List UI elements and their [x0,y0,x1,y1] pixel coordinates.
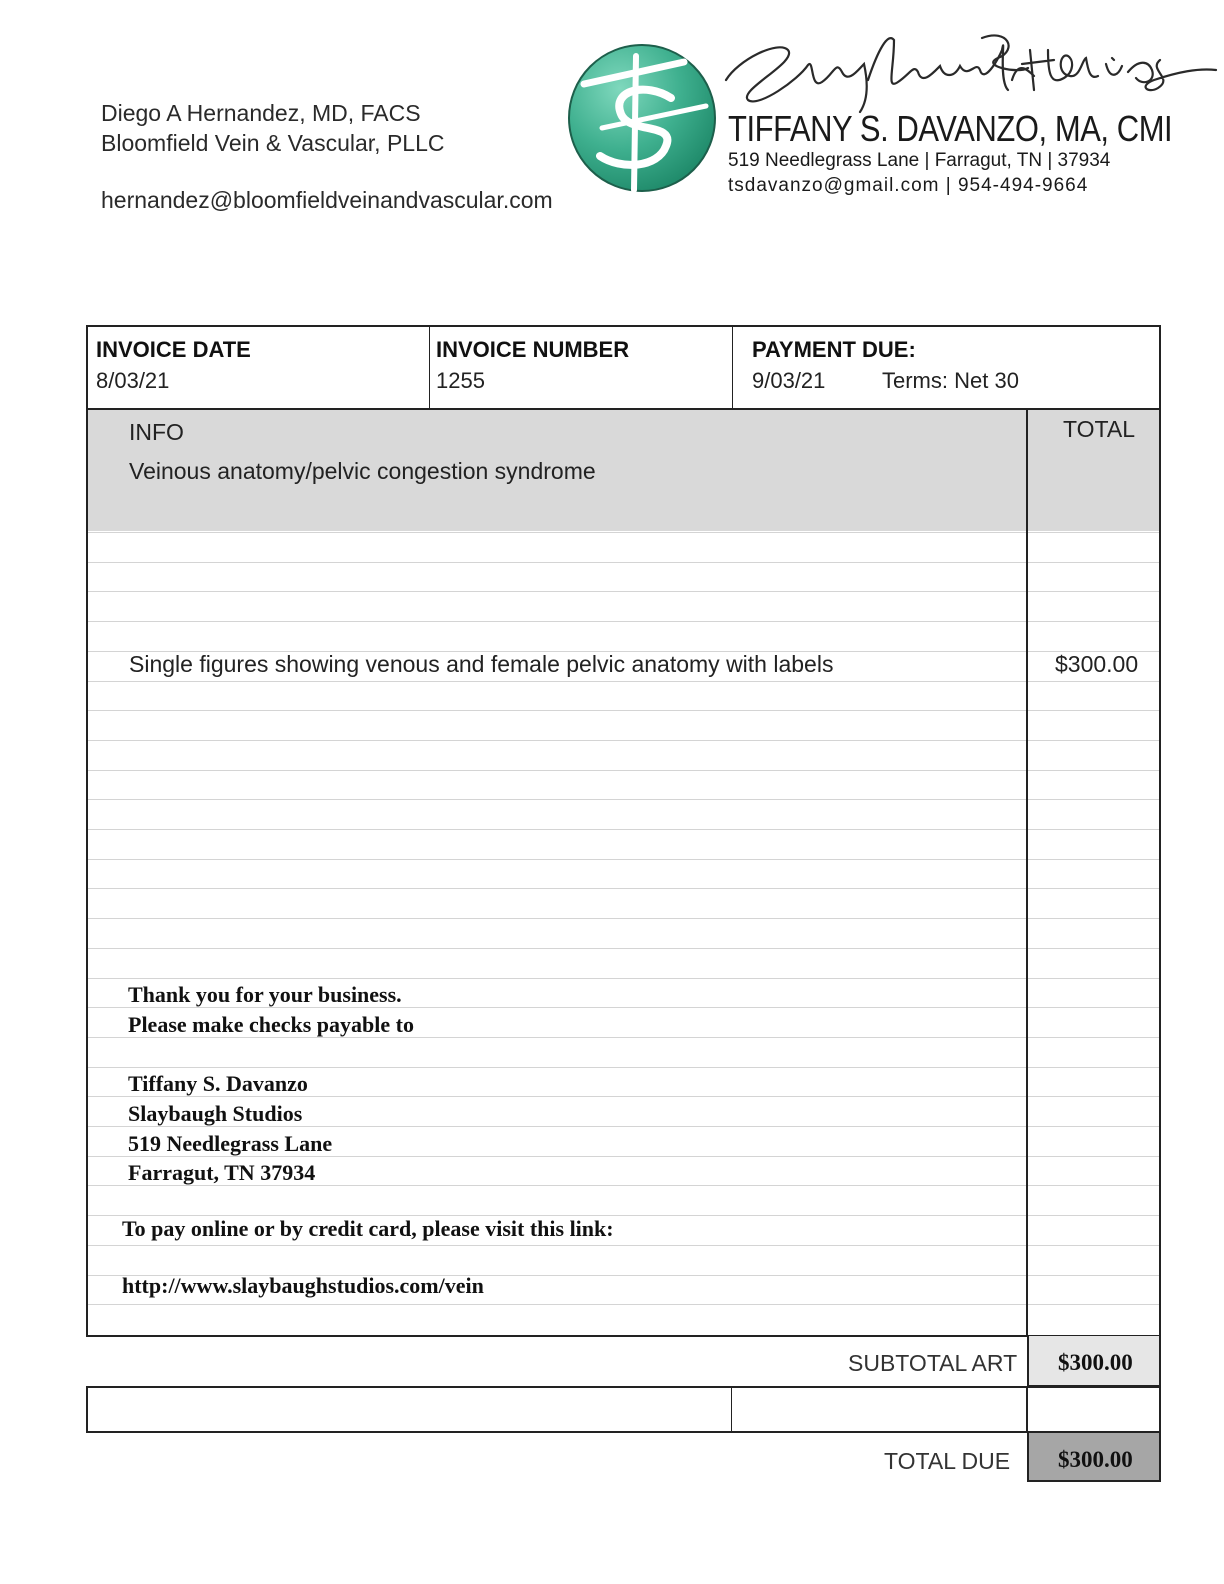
line-item-description: Single figures showing venous and female pelvic anatomy with labels [129,651,834,677]
invoice-number-value: 1255 [436,368,485,393]
ruled-line [88,562,1159,563]
client-name: Diego A Hernandez, MD, FACS [101,100,421,126]
ruled-line [88,1067,1159,1068]
invoice-date-cell [88,327,430,408]
studio-artist-name: TIFFANY S. DAVANZO, MA, CMI [728,108,1173,149]
payment-due-label: PAYMENT DUE: [752,337,916,362]
blank-row-divider [731,1387,732,1432]
payee-city: Farragut, TN 37934 [128,1160,316,1185]
payee-street: 519 Needlegrass Lane [128,1131,333,1156]
ruled-line [88,710,1159,711]
pay-online-note: To pay online or by credit card, please visit this link: [122,1216,614,1241]
invoice-number-cell [430,327,733,408]
payment-link[interactable]: http://www.slaybaughstudios.com/vein [122,1273,484,1298]
subtotal-label: SUBTOTAL ART [848,1350,1018,1376]
checks-payable-note: Please make checks payable to [128,1012,414,1037]
total-column-label: TOTAL [1063,416,1135,442]
info-label: INFO [129,419,184,445]
blank-adjustment-row [86,1386,1161,1433]
info-description: Veinous anatomy/pelvic congestion syndrome [129,458,596,484]
client-email: hernandez@bloomfieldveinandvascular.com [101,187,553,213]
line-item-amount: $300.00 [1055,651,1139,677]
total-due-label: TOTAL DUE [884,1448,1011,1474]
invoice-header-table [86,325,1161,410]
studio-signature-logo [718,20,1218,120]
ruled-line [88,978,1159,979]
ruled-line [88,829,1159,830]
payment-due-date: 9/03/21 [752,368,826,393]
studio-logo-icon [566,42,718,194]
ruled-line [88,532,1159,533]
ruled-line [88,681,1159,682]
studio-contact: tsdavanzo@gmail.com | 954-494-9664 [728,175,1089,196]
client-block [101,98,444,158]
invoice-date-value: 8/03/21 [96,368,170,393]
invoice-items-table [86,409,1161,1337]
invoice-number-label: INVOICE NUMBER [436,337,630,362]
ruled-line [88,1304,1159,1305]
ruled-line [88,591,1159,592]
payee-name: Tiffany S. Davanzo [128,1071,308,1096]
ruled-line [88,888,1159,889]
studio-address: 519 Needlegrass Lane | Farragut, TN | 37934 [728,150,1111,171]
total-column-divider [1026,409,1028,1336]
payee-company: Slaybaugh Studios [128,1101,303,1126]
ruled-line [88,948,1159,949]
blank-row-total-divider [1026,1387,1028,1432]
ruled-line [88,770,1159,771]
payment-terms: Terms: Net 30 [882,368,1019,393]
invoice-date-label: INVOICE DATE [96,337,251,362]
total-due-amount: $300.00 [1058,1447,1133,1472]
ruled-line [88,859,1159,860]
client-practice: Bloomfield Vein & Vascular, PLLC [101,130,445,156]
subtotal-amount: $300.00 [1058,1350,1133,1375]
payment-due-cell [733,327,1161,408]
ruled-line [88,918,1159,919]
ruled-line [88,621,1159,622]
ruled-line [88,1245,1159,1246]
ruled-line [88,799,1159,800]
ruled-line [88,740,1159,741]
thank-you-note: Thank you for your business. [128,982,402,1007]
